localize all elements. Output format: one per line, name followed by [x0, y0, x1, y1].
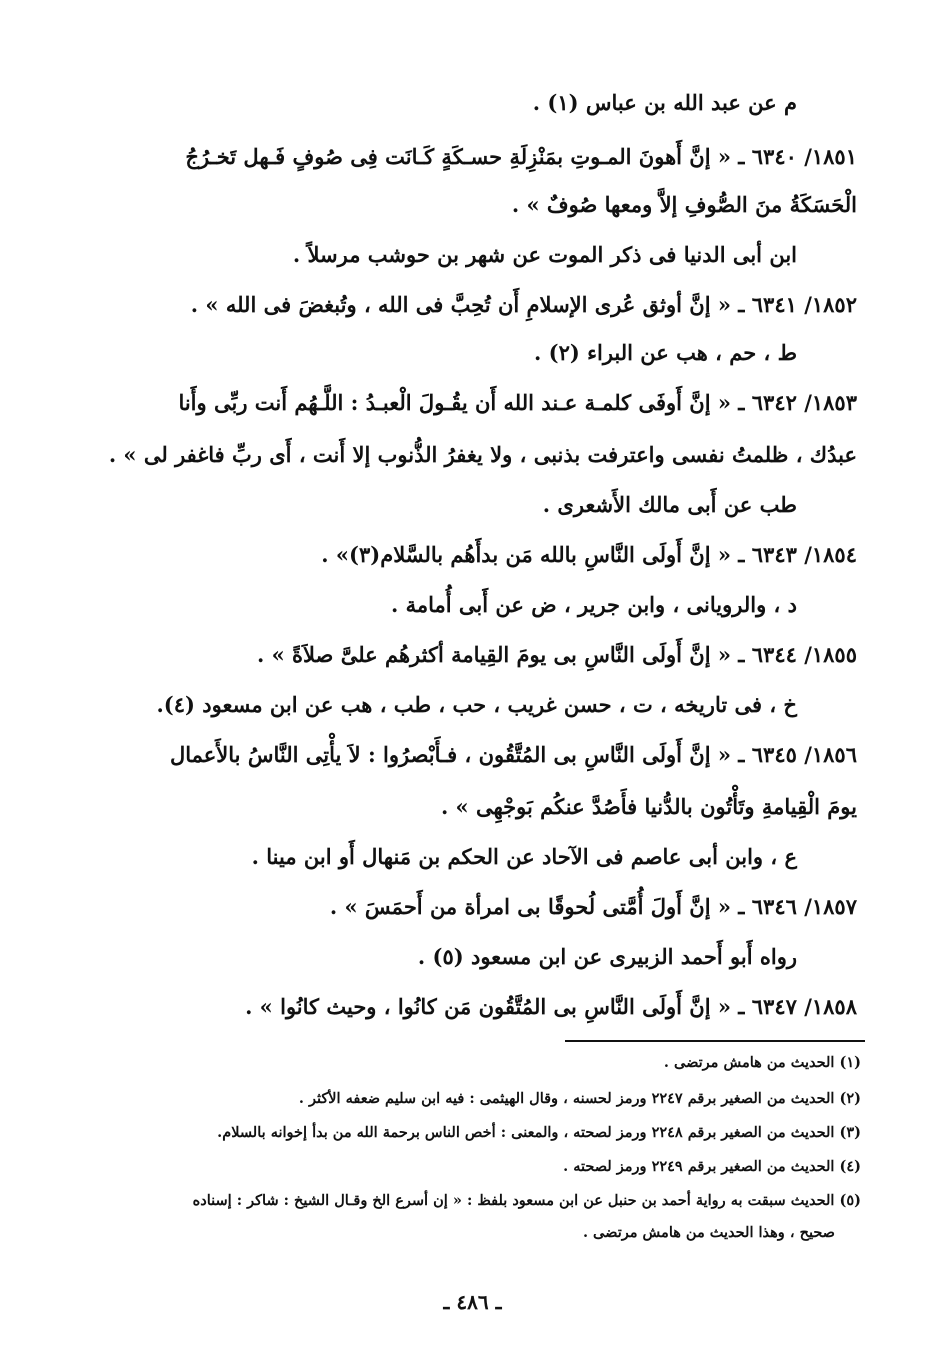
- body-line: م عن عبد الله بن عباس (١) .: [532, 90, 797, 115]
- footnote-1: (١) الحديث من هامش مرتضى .: [663, 1054, 861, 1071]
- hadith-1851-line-2: الْحَسَكَةُ منَ الصُّوفِ إلاَّ ومعها صُوفٌ » .: [511, 192, 857, 217]
- source-line: د ، والرويانى ، وابن جرير ، ض عن أَبى أُمامة .: [391, 592, 797, 617]
- footnote-5-line-2: صحيح ، وهذا الحديث من هامش مرتضى .: [582, 1224, 835, 1241]
- footnote-5-line-1: (٥) الحديث سبقت به رواية أحمد بن حنبل عن ابن مسعود بلفظ : « إن أسرع الخ وقـال الشيخ : شاكر : إسناده: [192, 1192, 861, 1209]
- source-line: ع ، وابن أبى عاصم فى الآحاد عن الحكم بن مَنهال أَو ابن مينا .: [251, 844, 797, 869]
- source-line: طب عن أَبى مالك الأَشعرى .: [542, 492, 797, 517]
- footnote-2: (٢) الحديث من الصغير برقم ٢٢٤٧ ورمز لحسنه ، وقال الهيثمى : فيه ابن سليم ضعفه الأكثر .: [298, 1090, 861, 1107]
- source-line: ابن أبى الدنيا فى ذكر الموت عن شهر بن حوشب مرسلاً .: [292, 242, 797, 267]
- hadith-1858: ١٨٥٨/ ٦٣٤٧ ـ « إنَّ أَولَى النَّاسِ بى المُتَّقُون مَن كانُوا ، وحيث كانُوا » .: [245, 994, 857, 1019]
- footnote-4: (٤) الحديث من الصغير برقم ٢٢٤٩ ورمز لصحته .: [563, 1158, 861, 1175]
- hadith-1852: ١٨٥٢/ ٦٣٤١ ـ « إنَّ أوثق عُرى الإسلامِ أَن تُحِبَّ فى الله ، وتُبغضَ فى الله » .: [190, 292, 857, 317]
- source-line: ط ، حم ، هب عن البراء (٢) .: [534, 340, 797, 365]
- hadith-1854: ١٨٥٤/ ٦٣٤٣ ـ « إنَّ أَولَى النَّاسِ بالله مَن بدأَهُم بالسَّلام(٣)» .: [321, 542, 857, 567]
- hadith-1853-line-2: عبدُك ، ظلمتُ نفسى واعترفت بذنبى ، ولا يغفرُ الذُّنوب إلا أَنت ، أَى ربِّ فاغفر لى » .: [108, 442, 857, 467]
- footnote-3: (٣) الحديث من الصغير برقم ٢٢٤٨ ورمز لصحته ، والمعنى : أخص الناس برحمة الله من بدأ إخوانه بالسلام.: [217, 1124, 861, 1141]
- hadith-1856-line-2: يومَ الْقِيامةِ وتَأْتُون بالدُّنيا فأَصُدَّ عنكُم بَوجْهِى » .: [440, 794, 857, 819]
- source-line: رواه أَبو أَحمد الزبيرى عن ابن مسعود (٥) .: [417, 944, 797, 969]
- source-line: خ ، فى تاريخه ، ت ، حسن غريب ، حب ، طب ، هب عن ابن مسعود (٤).: [156, 692, 797, 717]
- page-number: ـ ٤٨٦ ـ: [443, 1290, 502, 1314]
- hadith-1853-line-1: ١٨٥٣/ ٦٣٤٢ ـ « إنَّ أَوفَى كلمـة عـند الله أَن يقُـولَ الْعبـدُ : اللَّـهُم أَنت ربِّى وأَنا: [178, 390, 857, 415]
- hadith-1856-line-1: ١٨٥٦/ ٦٣٤٥ ـ « إنَّ أَولَى النَّاسِ بى المُتَّقُون ، فـأَبْصرُوا : لاَ يأْتِى النَّاسُ بالأَعمال: [169, 742, 857, 767]
- hadith-1857: ١٨٥٧/ ٦٣٤٦ ـ « إنَّ أَولَ أُمَّتى لُحوقًا بى امرأة من أَحمَسَ » .: [329, 894, 857, 919]
- footnote-divider: [565, 1040, 865, 1042]
- hadith-1855: ١٨٥٥/ ٦٣٤٤ ـ « إنَّ أَولَى النَّاسِ بى يومَ القِيامة أكثرهُم علىَّ صلاَةً » .: [256, 642, 857, 667]
- hadith-1851-line-1: ١٨٥١/ ٦٣٤٠ ـ « إنَّ أَهونَ المـوتِ بمَنْزِلَةِ حسـكَةٍ كَـانَت فِى صُوفٍ فَـهل تَخـرُجُ: [185, 144, 857, 169]
